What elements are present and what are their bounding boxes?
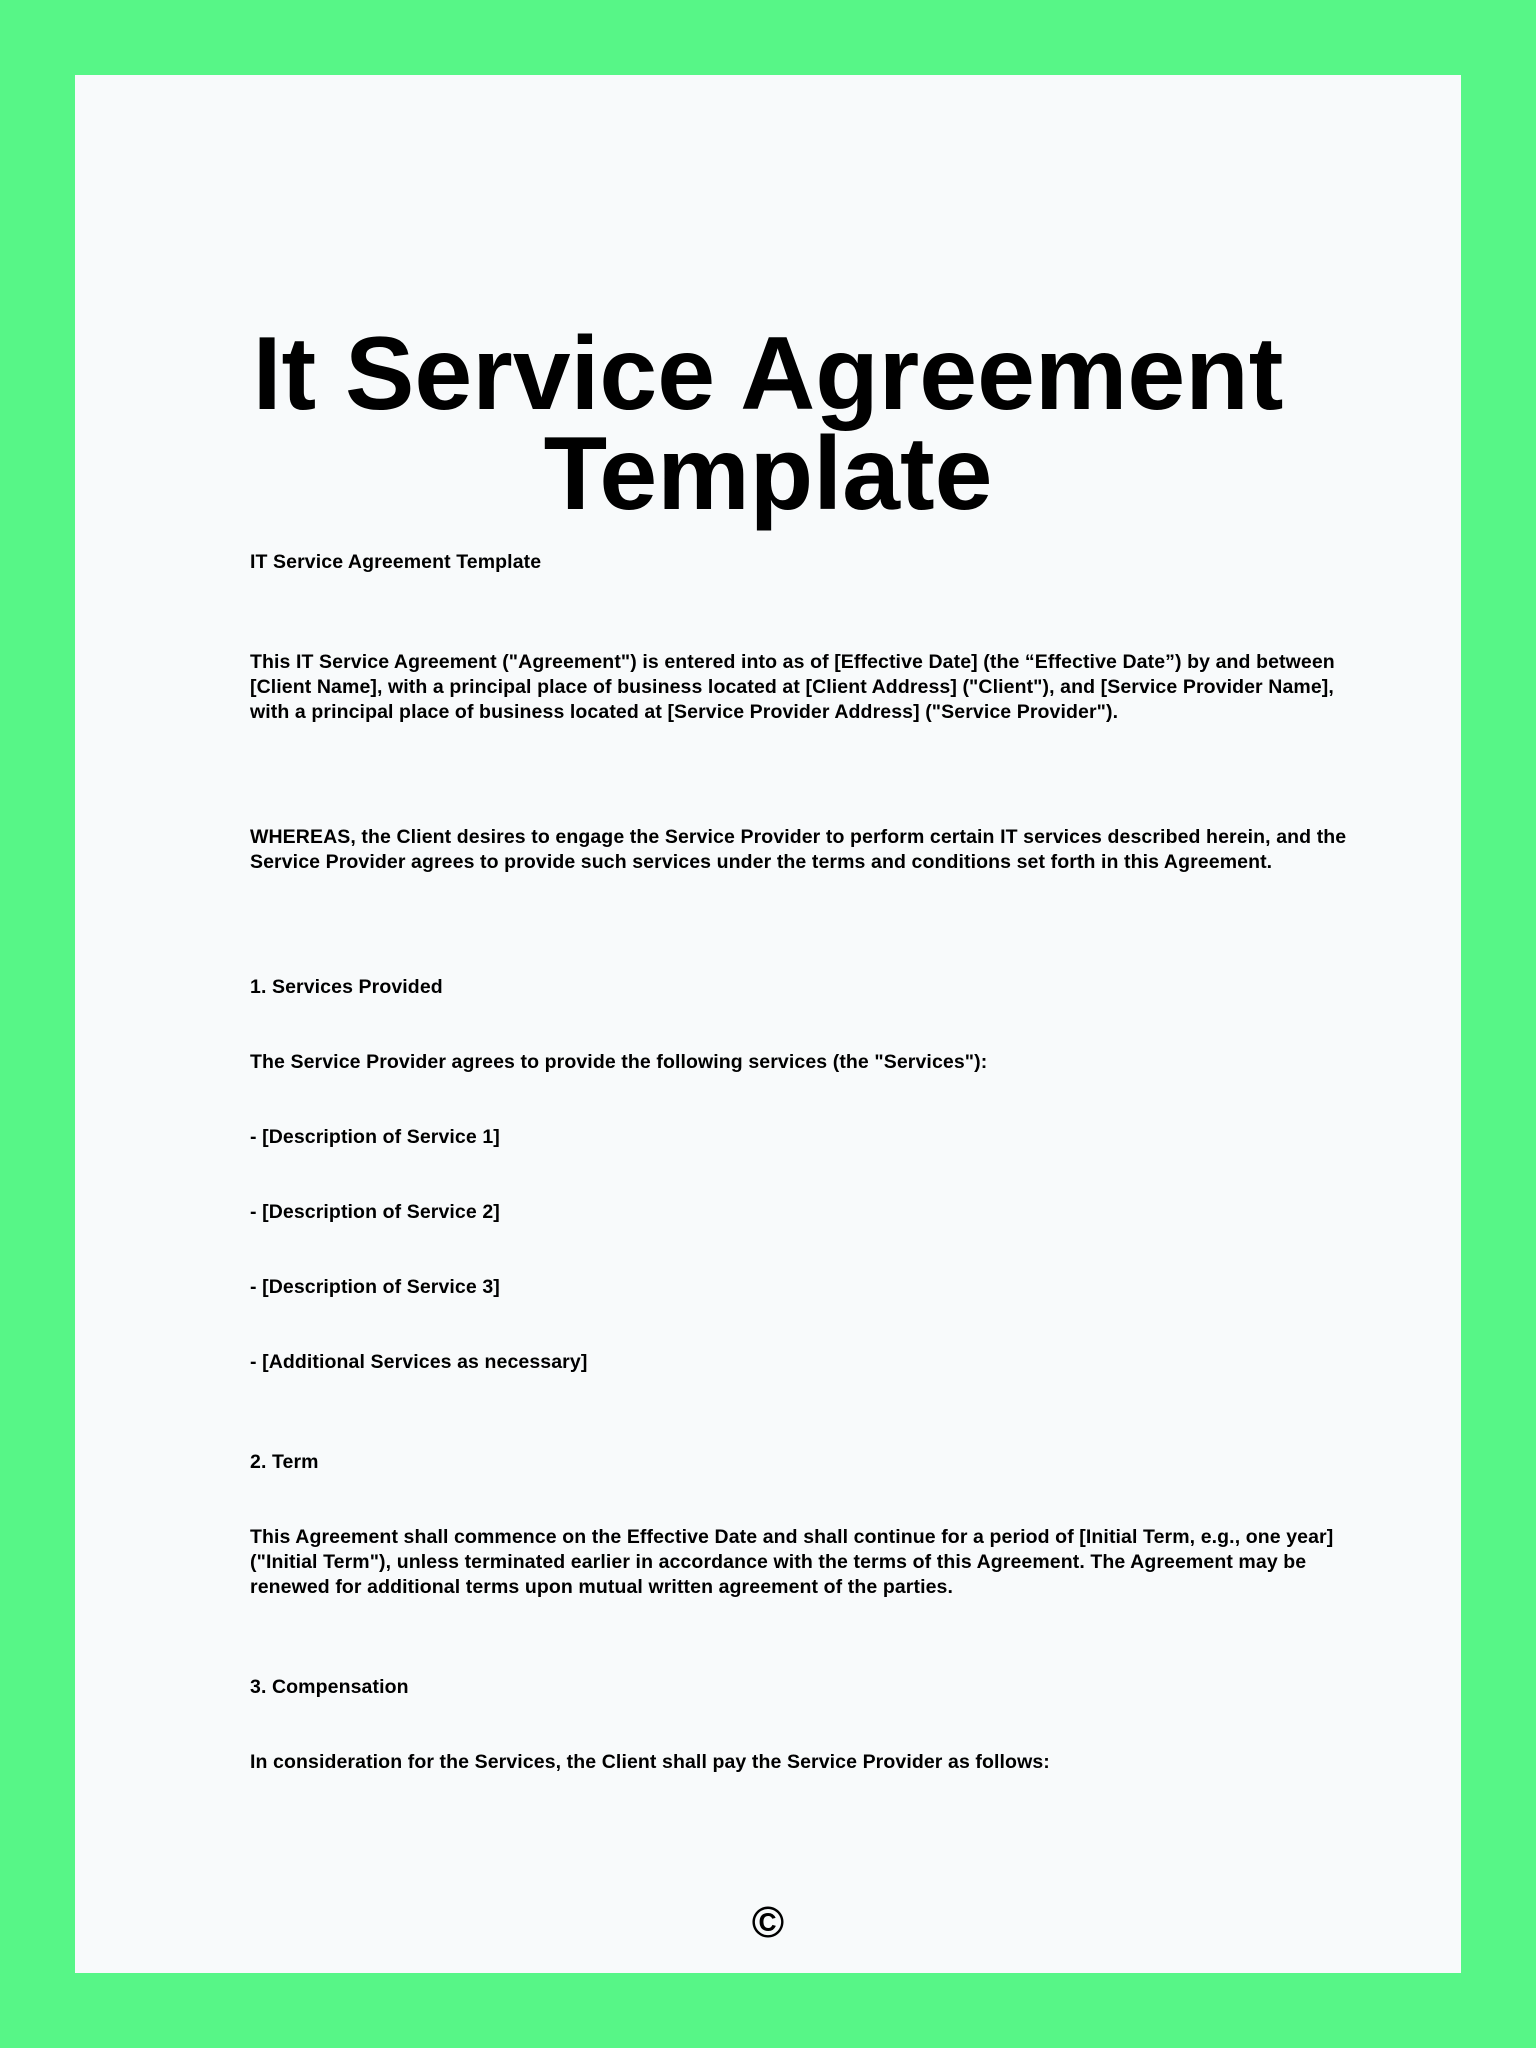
document-page (75, 75, 1461, 1973)
service-item: - [Description of Service 2] (250, 1201, 500, 1223)
section-2-text: This Agreement shall commence on the Effective Date and shall continue for a period of [Initial Term, e.g., one year] ("Initial Term"), unless terminated earlier in accordance with the terms of this Agreement. The Agreement may be renewed for additional terms upon mutual written agreement of the parties. (250, 1526, 1334, 1598)
service-item: - [Description of Service 3] (250, 1276, 500, 1298)
intro-paragraph: This IT Service Agreement ("Agreement") is entered into as of [Effective Date] (the “Effective Date”) by and between [Client Name], with a principal place of business located at [Client Address] ("Client"), and [Service Provider Name], with a principal place of business located at [Service Provider Address] ("Service Provider"). (250, 651, 1335, 723)
whereas-paragraph: WHEREAS, the Client desires to engage the Service Provider to perform certain IT services described herein, and the Service Provider agrees to provide such services under the terms and conditions set forth in this Agreement. (250, 826, 1347, 873)
section-1-heading: 1. Services Provided (250, 976, 443, 998)
section-3-text: In consideration for the Services, the Client shall pay the Service Provider as follows: (250, 1751, 1050, 1773)
copyright-icon: © (751, 1898, 785, 1947)
section-2-heading: 2. Term (250, 1451, 319, 1473)
document-heading: IT Service Agreement Template (250, 551, 542, 573)
title-line-2: Template (543, 416, 993, 532)
section-1-intro: The Service Provider agrees to provide the following services (the "Services"): (250, 1051, 988, 1073)
section-3-heading: 3. Compensation (250, 1676, 409, 1698)
service-item: - [Additional Services as necessary] (250, 1351, 588, 1373)
title-line-1: It Service Agreement (252, 316, 1284, 432)
document-title (75, 316, 1461, 532)
service-item: - [Description of Service 1] (250, 1126, 500, 1148)
